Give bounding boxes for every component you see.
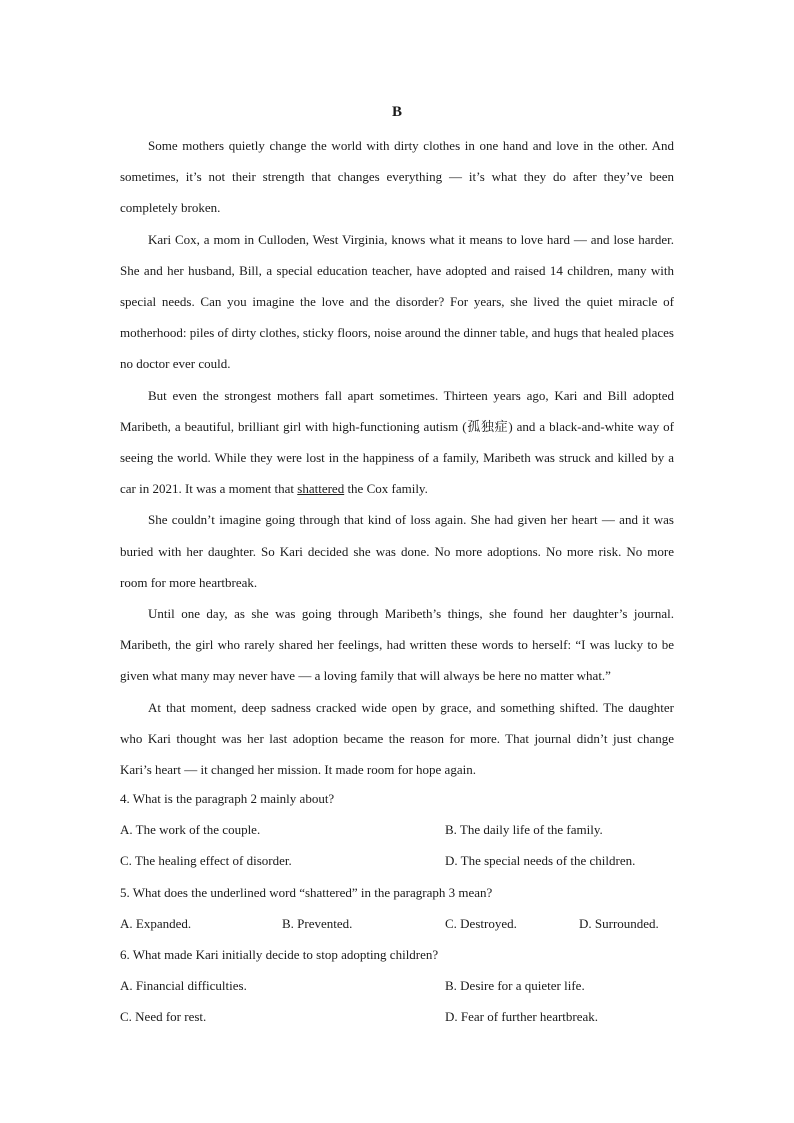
- question-5-options-row: [120, 908, 680, 939]
- underlined-word: shattered: [297, 481, 345, 497]
- question-6-option-d: D. Fear of further heartbreak.: [445, 1009, 599, 1025]
- question-5-stem: 5. What does the underlined word “shattered” in the paragraph 3 mean?: [120, 884, 493, 900]
- question-6-options-row-2: [120, 1001, 680, 1032]
- paragraph-6: At that moment, deep sadness cracked wide open by grace, and something shifted. The daughter who Kari thought was her last adoption became the reason for more. That journal didn’t just change Kari’s heart — it changed her mission. It made room for hope again.: [120, 699, 674, 778]
- question-4-option-d: D. The special needs of the children.: [445, 853, 636, 869]
- reading-passage: [120, 130, 674, 785]
- question-6-option-c: C. Need for rest.: [120, 1009, 207, 1025]
- section-title: B: [391, 104, 402, 120]
- question-4-option-c: C. The healing effect of disorder.: [120, 853, 292, 869]
- question-4-option-a: A. The work of the couple.: [120, 822, 261, 838]
- question-4-stem: 4. What is the paragraph 2 mainly about?: [120, 791, 335, 806]
- question-5-option-d: D. Surrounded.: [579, 915, 659, 931]
- question-list: [120, 783, 680, 1033]
- paragraph-3: [120, 380, 674, 505]
- paragraph-3-text-after: the Cox family.: [344, 481, 428, 497]
- question-4-option-b: B. The daily life of the family.: [445, 822, 603, 838]
- question-4-options-row-1: [120, 814, 680, 845]
- paragraph-2: Kari Cox, a mom in Culloden, West Virginia, knows what it means to love hard — and lose harder. She and her husband, Bill, a special education teacher, have adopted and raised 14 children, many with special needs. Can you imagine the love and the disorder? For years, she lived the quiet miracle of motherhood: piles of dirty clothes, sticky floors, noise around the dinner table, and hugs that healed places no doctor ever could.: [120, 231, 674, 372]
- question-4-options-row-2: [120, 845, 680, 876]
- paragraph-1: Some mothers quietly change the world with dirty clothes in one hand and love in the other. And sometimes, it’s not their strength that changes everything — it’s what they do after they’ve been completely broken.: [120, 138, 674, 216]
- paragraph-3-text-before: But even the strongest mothers fall apart sometimes. Thirteen years ago, Kari and Bill adopted Maribeth, a beautiful, brilliant girl with high-functioning autism (孤独症) and a black-and-white way of seeing the world. While they were lost in the happiness of a family, Maribeth was struck and killed by a car in 2021. It was a moment that: [120, 387, 674, 497]
- question-6-option-b: B. Desire for a quieter life.: [445, 978, 585, 994]
- question-6-option-a: A. Financial difficulties.: [120, 978, 247, 994]
- question-6-stem: 6. What made Kari initially decide to stop adopting children?: [120, 946, 439, 962]
- question-5-option-a: A. Expanded.: [120, 915, 192, 931]
- paragraph-5: Until one day, as she was going through Maribeth’s things, she found her daughter’s journal. Maribeth, the girl who rarely shared her feelings, had written these words to herself: “I was lucky to be given what many may never have — a loving family that will always be here no matter what.”: [120, 606, 674, 684]
- paragraph-4: She couldn’t imagine going through that kind of loss again. She had given her heart — and it was buried with her daughter. So Kari decided she was done. No more adoptions. No more risk. No more room for more heartbreak.: [120, 512, 674, 590]
- question-5-option-c: C. Destroyed.: [445, 915, 517, 931]
- question-5-option-b: B. Prevented.: [282, 915, 353, 931]
- question-6-options-row-1: [120, 970, 680, 1001]
